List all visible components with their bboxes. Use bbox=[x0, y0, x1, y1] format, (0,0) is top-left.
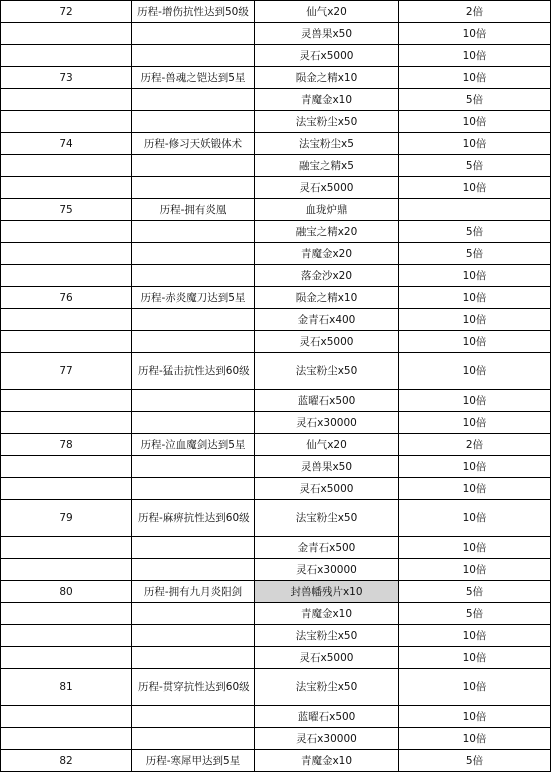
cell-requirement bbox=[132, 537, 255, 559]
cell-requirement bbox=[132, 155, 255, 177]
cell-reward: 灵石x30000 bbox=[255, 559, 399, 581]
cell-multiplier: 10倍 bbox=[399, 177, 551, 199]
cell-reward: 金青石x400 bbox=[255, 309, 399, 331]
cell-reward: 灵石x30000 bbox=[255, 412, 399, 434]
cell-level: 74 bbox=[1, 133, 132, 155]
cell-requirement bbox=[132, 559, 255, 581]
table-row bbox=[1, 647, 551, 669]
cell-multiplier: 5倍 bbox=[399, 89, 551, 111]
cell-reward: 灵石x5000 bbox=[255, 45, 399, 67]
cell-reward: 青魔金x10 bbox=[255, 750, 399, 772]
cell-level bbox=[1, 647, 132, 669]
cell-requirement: 历程-赤炎魔刀达到5星 bbox=[132, 287, 255, 309]
table-row bbox=[1, 625, 551, 647]
cell-requirement bbox=[132, 111, 255, 133]
cell-multiplier: 5倍 bbox=[399, 221, 551, 243]
cell-reward: 仙气x20 bbox=[255, 1, 399, 23]
cell-level: 76 bbox=[1, 287, 132, 309]
table-row bbox=[1, 243, 551, 265]
cell-requirement: 历程-拥有炎凰 bbox=[132, 199, 255, 221]
table-row bbox=[1, 390, 551, 412]
cell-requirement bbox=[132, 603, 255, 625]
cell-requirement: 历程-寒犀甲达到5星 bbox=[132, 750, 255, 772]
cell-level bbox=[1, 478, 132, 500]
table-row bbox=[1, 1, 551, 23]
cell-reward: 青魔金x10 bbox=[255, 603, 399, 625]
table-row bbox=[1, 265, 551, 287]
cell-level bbox=[1, 265, 132, 287]
cell-reward: 灵石x5000 bbox=[255, 331, 399, 353]
cell-reward: 血珑炉鼎 bbox=[255, 199, 399, 221]
table-row bbox=[1, 706, 551, 728]
cell-reward: 法宝粉尘x5 bbox=[255, 133, 399, 155]
cell-multiplier: 10倍 bbox=[399, 706, 551, 728]
cell-level: 78 bbox=[1, 434, 132, 456]
table-row bbox=[1, 89, 551, 111]
table-row bbox=[1, 199, 551, 221]
cell-reward: 灵石x5000 bbox=[255, 177, 399, 199]
cell-multiplier: 10倍 bbox=[399, 45, 551, 67]
cell-requirement bbox=[132, 647, 255, 669]
table-row bbox=[1, 537, 551, 559]
table-row bbox=[1, 478, 551, 500]
cell-reward: 灵石x5000 bbox=[255, 647, 399, 669]
cell-reward: 仙气x20 bbox=[255, 434, 399, 456]
cell-level: 75 bbox=[1, 199, 132, 221]
cell-multiplier: 10倍 bbox=[399, 23, 551, 45]
table-row bbox=[1, 581, 551, 603]
table-row bbox=[1, 67, 551, 89]
cell-level bbox=[1, 45, 132, 67]
cell-multiplier: 10倍 bbox=[399, 331, 551, 353]
cell-level bbox=[1, 603, 132, 625]
cell-requirement: 历程-拥有九月炎阳剑 bbox=[132, 581, 255, 603]
cell-requirement bbox=[132, 478, 255, 500]
table-row bbox=[1, 23, 551, 45]
cell-requirement bbox=[132, 331, 255, 353]
cell-level bbox=[1, 89, 132, 111]
cell-level: 79 bbox=[1, 500, 132, 537]
cell-multiplier: 5倍 bbox=[399, 750, 551, 772]
cell-multiplier: 10倍 bbox=[399, 728, 551, 750]
cell-level bbox=[1, 537, 132, 559]
cell-multiplier: 5倍 bbox=[399, 581, 551, 603]
cell-multiplier: 2倍 bbox=[399, 1, 551, 23]
cell-level: 72 bbox=[1, 1, 132, 23]
cell-requirement bbox=[132, 625, 255, 647]
cell-level bbox=[1, 23, 132, 45]
cell-requirement bbox=[132, 456, 255, 478]
cell-reward: 蓝曜石x500 bbox=[255, 390, 399, 412]
cell-requirement bbox=[132, 177, 255, 199]
cell-level bbox=[1, 456, 132, 478]
cell-reward: 法宝粉尘x50 bbox=[255, 669, 399, 706]
table-row bbox=[1, 353, 551, 390]
cell-level bbox=[1, 390, 132, 412]
cell-multiplier: 10倍 bbox=[399, 67, 551, 89]
table-row bbox=[1, 728, 551, 750]
cell-level bbox=[1, 412, 132, 434]
cell-requirement bbox=[132, 89, 255, 111]
cell-requirement bbox=[132, 390, 255, 412]
cell-multiplier: 5倍 bbox=[399, 155, 551, 177]
table-row bbox=[1, 309, 551, 331]
cell-requirement: 历程-猛击抗性达到60级 bbox=[132, 353, 255, 390]
table-row bbox=[1, 750, 551, 772]
cell-level bbox=[1, 706, 132, 728]
cell-requirement bbox=[132, 265, 255, 287]
cell-multiplier: 5倍 bbox=[399, 603, 551, 625]
cell-reward: 灵兽果x50 bbox=[255, 456, 399, 478]
cell-reward: 青魔金x10 bbox=[255, 89, 399, 111]
cell-requirement bbox=[132, 412, 255, 434]
cell-multiplier: 2倍 bbox=[399, 434, 551, 456]
cell-requirement: 历程-麻痹抗性达到60级 bbox=[132, 500, 255, 537]
table-row bbox=[1, 111, 551, 133]
cell-requirement bbox=[132, 45, 255, 67]
cell-reward: 融宝之精x20 bbox=[255, 221, 399, 243]
cell-level bbox=[1, 331, 132, 353]
cell-requirement bbox=[132, 309, 255, 331]
cell-requirement: 历程-兽魂之铠达到5星 bbox=[132, 67, 255, 89]
cell-level bbox=[1, 625, 132, 647]
cell-multiplier: 10倍 bbox=[399, 265, 551, 287]
cell-requirement bbox=[132, 706, 255, 728]
cell-reward: 灵兽果x50 bbox=[255, 23, 399, 45]
cell-level bbox=[1, 728, 132, 750]
cell-multiplier: 10倍 bbox=[399, 353, 551, 390]
cell-reward: 落金沙x20 bbox=[255, 265, 399, 287]
cell-requirement: 历程-贯穿抗性达到60级 bbox=[132, 669, 255, 706]
cell-requirement: 历程-增伤抗性达到50级 bbox=[132, 1, 255, 23]
cell-multiplier: 10倍 bbox=[399, 456, 551, 478]
cell-multiplier: 10倍 bbox=[399, 309, 551, 331]
cell-level: 73 bbox=[1, 67, 132, 89]
table-row bbox=[1, 221, 551, 243]
table-row bbox=[1, 669, 551, 706]
cell-level: 77 bbox=[1, 353, 132, 390]
cell-multiplier: 10倍 bbox=[399, 669, 551, 706]
cell-reward: 灵石x30000 bbox=[255, 728, 399, 750]
cell-level bbox=[1, 155, 132, 177]
cell-multiplier: 10倍 bbox=[399, 647, 551, 669]
cell-reward: 陨金之精x10 bbox=[255, 67, 399, 89]
cell-level bbox=[1, 309, 132, 331]
cell-reward: 封兽幡残片x10 bbox=[255, 581, 399, 603]
cell-level bbox=[1, 243, 132, 265]
cell-level: 82 bbox=[1, 750, 132, 772]
cell-multiplier bbox=[399, 199, 551, 221]
cell-reward: 法宝粉尘x50 bbox=[255, 353, 399, 390]
cell-multiplier: 10倍 bbox=[399, 287, 551, 309]
cell-reward: 法宝粉尘x50 bbox=[255, 625, 399, 647]
cell-requirement bbox=[132, 243, 255, 265]
cell-level: 81 bbox=[1, 669, 132, 706]
cell-requirement: 历程-修习天妖锻体术 bbox=[132, 133, 255, 155]
cell-reward: 陨金之精x10 bbox=[255, 287, 399, 309]
cell-level: 80 bbox=[1, 581, 132, 603]
cell-multiplier: 10倍 bbox=[399, 412, 551, 434]
table-row bbox=[1, 559, 551, 581]
cell-multiplier: 10倍 bbox=[399, 133, 551, 155]
cell-multiplier: 10倍 bbox=[399, 478, 551, 500]
table-row bbox=[1, 603, 551, 625]
cell-multiplier: 10倍 bbox=[399, 500, 551, 537]
table-row bbox=[1, 287, 551, 309]
cell-multiplier: 10倍 bbox=[399, 390, 551, 412]
cell-reward: 法宝粉尘x50 bbox=[255, 111, 399, 133]
cell-requirement bbox=[132, 221, 255, 243]
cell-level bbox=[1, 111, 132, 133]
cell-multiplier: 10倍 bbox=[399, 559, 551, 581]
cell-requirement bbox=[132, 728, 255, 750]
cell-multiplier: 10倍 bbox=[399, 111, 551, 133]
table-row bbox=[1, 500, 551, 537]
cell-level bbox=[1, 177, 132, 199]
table-row bbox=[1, 155, 551, 177]
cell-level bbox=[1, 221, 132, 243]
table-row bbox=[1, 45, 551, 67]
cell-requirement: 历程-泣血魔剑达到5星 bbox=[132, 434, 255, 456]
table-row bbox=[1, 331, 551, 353]
cell-reward: 法宝粉尘x50 bbox=[255, 500, 399, 537]
table-row bbox=[1, 434, 551, 456]
table-row bbox=[1, 177, 551, 199]
cell-level bbox=[1, 559, 132, 581]
cell-multiplier: 5倍 bbox=[399, 243, 551, 265]
cell-reward: 融宝之精x5 bbox=[255, 155, 399, 177]
cell-multiplier: 10倍 bbox=[399, 537, 551, 559]
cell-reward: 蓝曜石x500 bbox=[255, 706, 399, 728]
cell-reward: 青魔金x20 bbox=[255, 243, 399, 265]
table-row bbox=[1, 133, 551, 155]
cell-multiplier: 10倍 bbox=[399, 625, 551, 647]
cell-requirement bbox=[132, 23, 255, 45]
table-row bbox=[1, 412, 551, 434]
cell-reward: 金青石x500 bbox=[255, 537, 399, 559]
reward-table-body bbox=[1, 1, 551, 772]
table-row bbox=[1, 456, 551, 478]
cell-reward: 灵石x5000 bbox=[255, 478, 399, 500]
